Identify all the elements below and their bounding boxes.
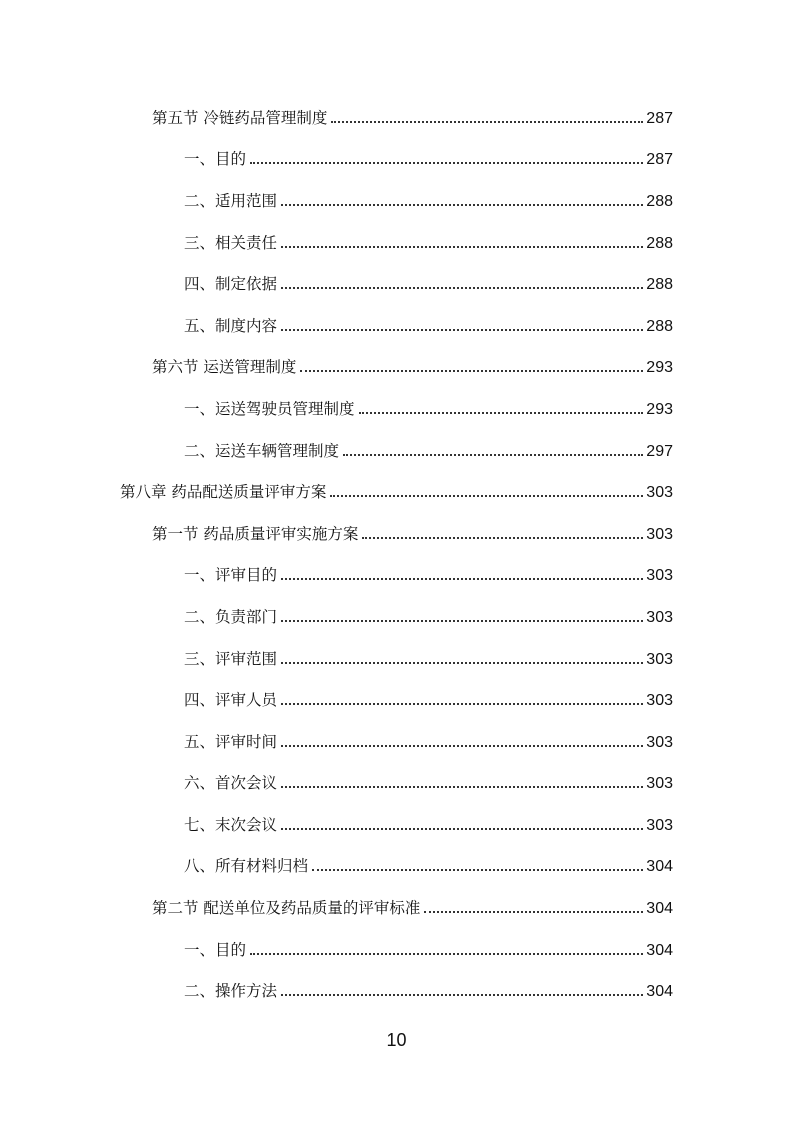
toc-entry-title: 四、评审人员: [184, 691, 278, 710]
toc-entry-content: [152, 355, 673, 377]
toc-entry-page: 303: [646, 733, 673, 751]
toc-entry-page: 303: [646, 775, 673, 793]
toc-entry-title: 二、操作方法: [184, 982, 278, 1001]
toc-entry-page: 303: [646, 525, 673, 543]
toc-entry-title: 一、运送驾驶员管理制度: [184, 399, 355, 418]
dot-leader: [281, 620, 643, 622]
toc-entry[interactable]: [0, 845, 673, 887]
toc-entry-page: 303: [646, 816, 673, 834]
toc-entry-title: 六、首次会议: [184, 774, 278, 793]
toc-entry[interactable]: [0, 969, 673, 1011]
toc-entry[interactable]: [0, 720, 673, 762]
toc-entry-page: 297: [646, 442, 673, 460]
toc-entry-title: 第二节 配送单位及药品质量的评审标准: [152, 899, 421, 918]
dot-leader: [250, 953, 643, 955]
toc-entry-content: [184, 688, 673, 710]
toc-entry[interactable]: [0, 470, 673, 512]
toc-entry-page: 303: [646, 650, 673, 668]
toc-entry-page: 288: [646, 234, 673, 252]
toc-entry-title: 第八章 药品配送质量评审方案: [120, 483, 327, 502]
toc-entry-title: 第六节 运送管理制度: [152, 358, 297, 377]
toc-entry-content: [152, 522, 673, 544]
toc-entry-page: 303: [646, 608, 673, 626]
toc-entry-page: 303: [646, 692, 673, 710]
toc-entry-title: 二、负责部门: [184, 607, 278, 626]
dot-leader: [359, 412, 644, 414]
dot-leader: [281, 828, 643, 830]
page-number: 10: [386, 1030, 407, 1050]
dot-leader: [281, 578, 643, 580]
toc-entry[interactable]: [0, 221, 673, 263]
toc-entry[interactable]: [0, 512, 673, 554]
toc-entry[interactable]: [0, 886, 673, 928]
toc-entry-content: [184, 189, 673, 211]
dot-leader: [330, 495, 643, 497]
toc-entry[interactable]: [0, 554, 673, 596]
toc-entry-title: 八、所有材料归档: [184, 857, 309, 876]
toc-entry-title: 第五节 冷链药品管理制度: [152, 108, 328, 127]
toc-entry-page: 288: [646, 317, 673, 335]
dot-leader: [281, 204, 643, 206]
toc-entry-content: [184, 854, 673, 876]
toc-entry[interactable]: [0, 678, 673, 720]
toc-entry-title: 一、目的: [184, 940, 247, 959]
toc-entry-page: 288: [646, 192, 673, 210]
toc-entry-content: [184, 563, 673, 585]
toc-entry-title: 第一节 药品质量评审实施方案: [152, 524, 359, 543]
dot-leader: [343, 454, 643, 456]
dot-leader: [281, 994, 643, 996]
toc-entry-title: 七、末次会议: [184, 815, 278, 834]
toc-entry[interactable]: [0, 387, 673, 429]
toc-entry-content: [184, 147, 673, 169]
table-of-contents: [0, 96, 793, 1011]
dot-leader: [281, 745, 643, 747]
toc-entry[interactable]: [0, 762, 673, 804]
toc-entry[interactable]: [0, 803, 673, 845]
toc-entry-content: [152, 896, 673, 918]
toc-entry-content: [184, 771, 673, 793]
toc-entry-page: 304: [646, 983, 673, 1001]
toc-entry-page: 293: [646, 359, 673, 377]
toc-entry-title: 一、评审目的: [184, 566, 278, 585]
toc-entry-content: [184, 272, 673, 294]
dot-leader: [300, 370, 643, 372]
toc-entry-content: [184, 730, 673, 752]
dot-leader: [281, 287, 643, 289]
toc-entry[interactable]: [0, 429, 673, 471]
toc-entry[interactable]: [0, 179, 673, 221]
dot-leader: [281, 662, 643, 664]
toc-entry-content: [152, 106, 673, 128]
toc-entry-content: [184, 605, 673, 627]
toc-entry-page: 287: [646, 151, 673, 169]
dot-leader: [281, 703, 643, 705]
toc-entry-title: 三、评审范围: [184, 649, 278, 668]
toc-entry-content: [184, 397, 673, 419]
dot-leader: [281, 329, 643, 331]
toc-entry-page: 304: [646, 941, 673, 959]
toc-entry-page: 303: [646, 567, 673, 585]
dot-leader: [281, 786, 643, 788]
toc-entry[interactable]: [0, 96, 673, 138]
toc-entry-content: [184, 813, 673, 835]
toc-entry-page: 304: [646, 858, 673, 876]
toc-entry-page: 303: [646, 484, 673, 502]
dot-leader: [424, 911, 643, 913]
toc-entry[interactable]: [0, 637, 673, 679]
toc-entry[interactable]: [0, 262, 673, 304]
dot-leader: [362, 537, 643, 539]
toc-entry-title: 二、适用范围: [184, 191, 278, 210]
toc-entry-page: 287: [646, 109, 673, 127]
dot-leader: [312, 869, 643, 871]
dot-leader: [281, 246, 643, 248]
toc-entry[interactable]: [0, 595, 673, 637]
toc-entry-content: [120, 480, 673, 502]
toc-entry-title: 五、制度内容: [184, 316, 278, 335]
toc-entry-content: [184, 314, 673, 336]
toc-entry-content: [184, 439, 673, 461]
toc-entry-content: [184, 647, 673, 669]
toc-entry-title: 四、制定依据: [184, 275, 278, 294]
toc-entry-page: 293: [646, 400, 673, 418]
toc-entry-title: 五、评审时间: [184, 732, 278, 751]
toc-entry-title: 一、目的: [184, 150, 247, 169]
toc-entry-content: [184, 938, 673, 960]
toc-entry[interactable]: [0, 928, 673, 970]
toc-entry[interactable]: [0, 138, 673, 180]
dot-leader: [250, 162, 643, 164]
toc-entry-title: 二、运送车辆管理制度: [184, 441, 340, 460]
toc-entry[interactable]: [0, 304, 673, 346]
toc-entry-title: 三、相关责任: [184, 233, 278, 252]
toc-entry-page: 288: [646, 276, 673, 294]
toc-entry-content: [184, 979, 673, 1001]
toc-entry-page: 304: [646, 900, 673, 918]
toc-entry-content: [184, 231, 673, 253]
dot-leader: [331, 121, 643, 123]
toc-entry[interactable]: [0, 346, 673, 388]
